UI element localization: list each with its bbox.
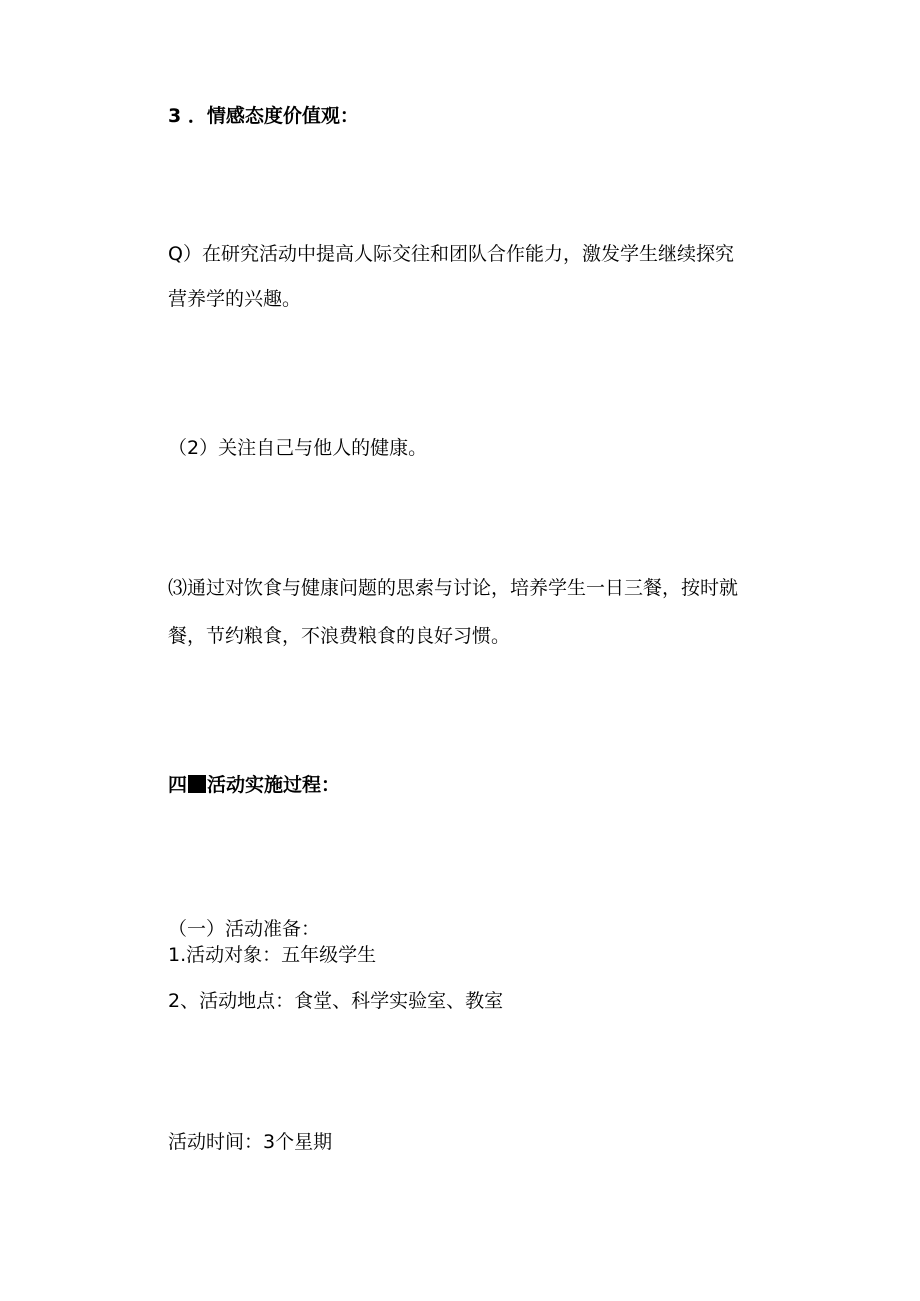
section4-heading [168, 773, 340, 797]
item2-text: （2）关注自己与他人的健康。 [168, 437, 428, 459]
preparation-title: （一）活动准备： [168, 918, 321, 940]
item1-line2: 营养学的兴趣。 [168, 288, 302, 310]
item3-line1: ⑶通过对饮食与健康问题的思索与讨论，培养学生一日三餐，按时就 [168, 577, 739, 599]
section4-heading-prefix: 四 [168, 774, 188, 796]
preparation-time: 活动时间：3个星期 [168, 1131, 333, 1153]
item1-line1: Q）在研究活动中提高人际交往和团队合作能力，激发学生继续探究 [168, 243, 734, 265]
preparation-target: 1.活动对象：五年级学生 [168, 944, 377, 966]
section4-heading-text: 活动实施过程： [207, 774, 341, 796]
preparation-location: 2、活动地点：食堂、科学实验室、教室 [168, 990, 504, 1012]
item3-line2: 餐，节约粮食，不浪费粮食的良好习惯。 [168, 625, 511, 647]
square-bullet-icon [188, 775, 206, 793]
section3-heading: 3 ．情感态度价值观： [168, 105, 359, 127]
